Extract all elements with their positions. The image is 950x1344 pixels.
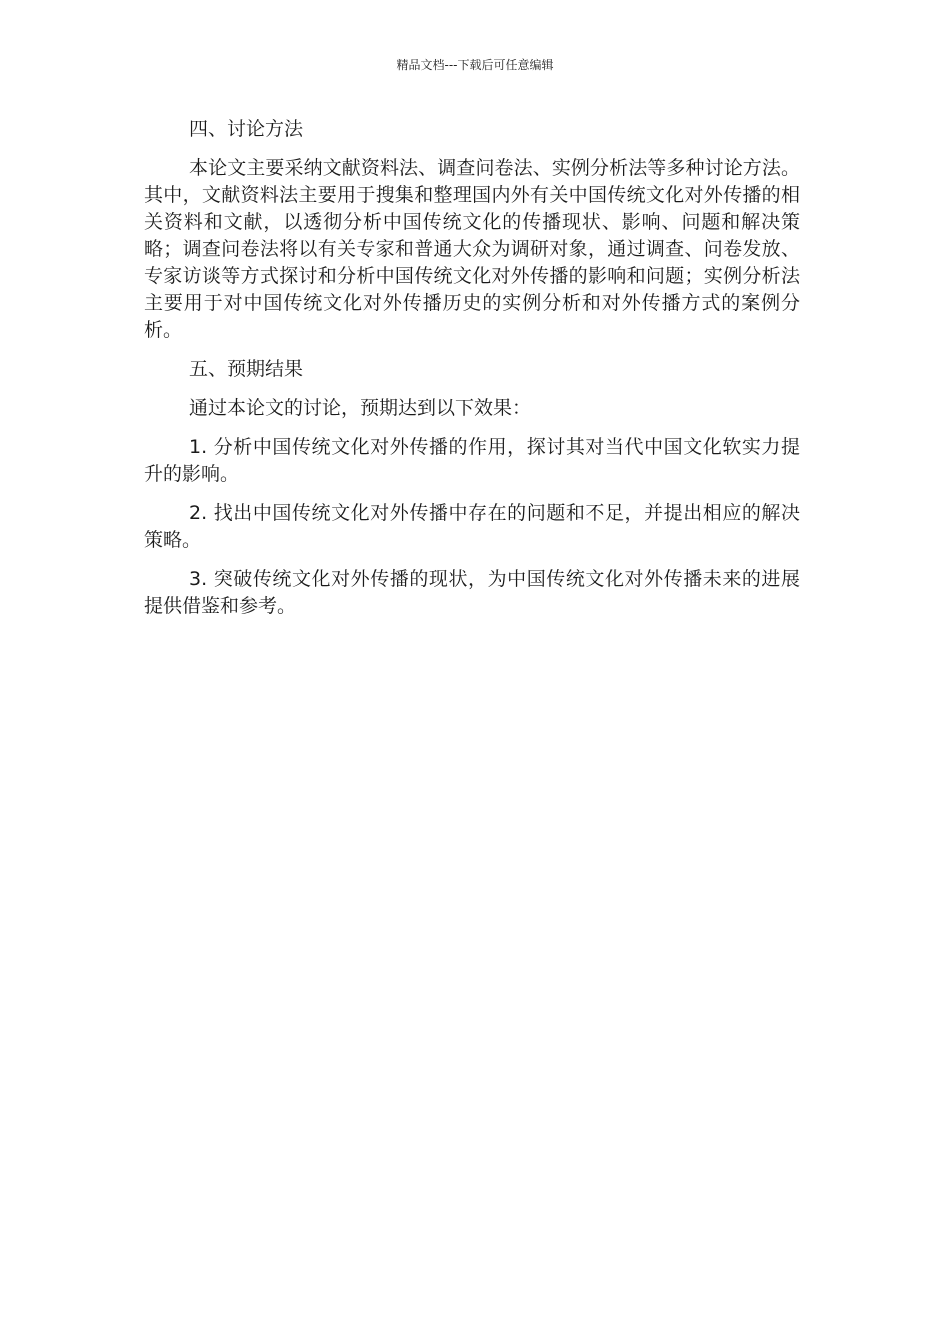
methods-paragraph: 本论文主要采纳文献资料法、调查问卷法、实例分析法等多种讨论方法。其中，文献资料法主要用于搜集和整理国内外有关中国传统文化对外传播的相关资料和文献，以透彻分析中国传统文化的传播现状、影响、问题和解决策略；调查问卷法将以有关专家和普通大众为调研对象，通过调查、问卷发放、专家访谈等方式探讨和分析中国传统文化对外传播的影响和问题；实例分析法主要用于对中国传统文化对外传播历史的实例分析和对外传播方式的案例分析。 <box>144 157 800 341</box>
expected-results-intro: 通过本论文的讨论，预期达到以下效果： <box>189 397 532 419</box>
document-body <box>144 116 800 632</box>
expected-result-item-3: 3. 突破传统文化对外传播的现状，为中国传统文化对外传播未来的进展提供借鉴和参考。 <box>144 568 800 617</box>
section-heading-expected-results: 五、预期结果 <box>189 358 304 380</box>
page-header: 精品文档---下载后可任意编辑 <box>396 58 554 72</box>
expected-result-item-2: 2. 找出中国传统文化对外传播中存在的问题和不足，并提出相应的解决策略。 <box>144 502 800 551</box>
expected-result-item-1: 1. 分析中国传统文化对外传播的作用，探讨其对当代中国文化软实力提升的影响。 <box>144 436 800 485</box>
section-heading-methods: 四、讨论方法 <box>189 118 304 140</box>
